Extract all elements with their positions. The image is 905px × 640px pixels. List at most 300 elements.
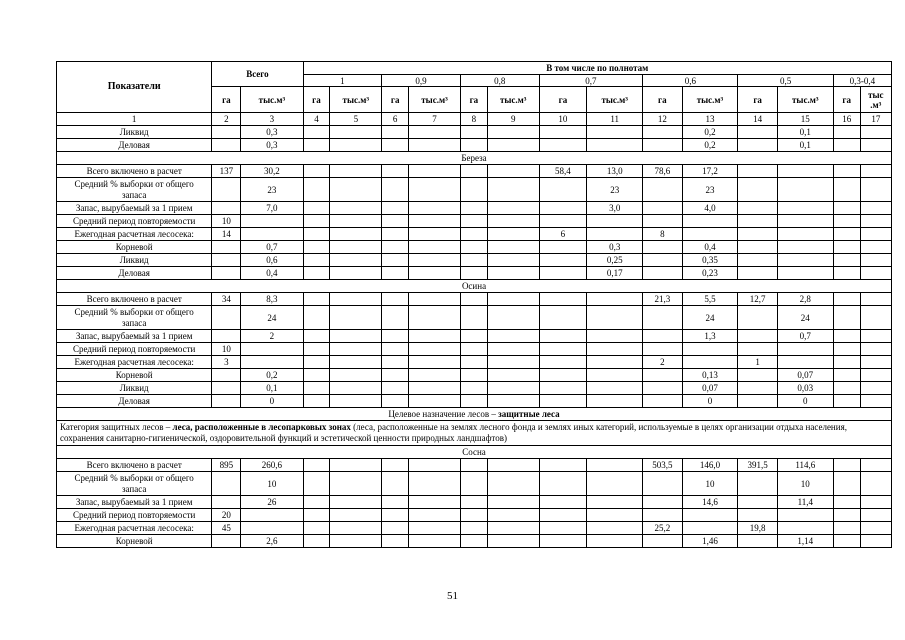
data-cell bbox=[330, 459, 382, 472]
data-cell bbox=[303, 459, 330, 472]
data-cell bbox=[330, 241, 382, 254]
category-cell bbox=[57, 421, 892, 446]
data-cell bbox=[860, 202, 891, 215]
data-cell: 12,7 bbox=[738, 293, 777, 306]
unit-thm3: тыс .м³ bbox=[860, 87, 891, 113]
data-cell bbox=[303, 509, 330, 522]
table-row bbox=[57, 139, 892, 152]
column-number: 10 bbox=[539, 113, 587, 126]
data-cell bbox=[241, 509, 303, 522]
data-cell bbox=[330, 202, 382, 215]
data-cell bbox=[539, 254, 587, 267]
section-row-sosna bbox=[57, 446, 892, 459]
data-cell: 0,03 bbox=[777, 382, 833, 395]
data-cell bbox=[682, 228, 738, 241]
data-cell bbox=[587, 306, 643, 330]
data-cell bbox=[777, 202, 833, 215]
data-cell: 58,4 bbox=[539, 165, 587, 178]
data-cell bbox=[409, 343, 461, 356]
data-cell bbox=[487, 178, 539, 202]
data-cell bbox=[539, 293, 587, 306]
data-cell bbox=[212, 306, 241, 330]
data-cell: 23 bbox=[241, 178, 303, 202]
data-cell bbox=[587, 496, 643, 509]
data-cell bbox=[777, 241, 833, 254]
data-cell: 137 bbox=[212, 165, 241, 178]
data-cell bbox=[738, 254, 777, 267]
data-cell bbox=[382, 178, 409, 202]
data-cell bbox=[382, 126, 409, 139]
data-cell bbox=[539, 267, 587, 280]
data-cell bbox=[643, 267, 682, 280]
data-cell: 0,07 bbox=[777, 369, 833, 382]
data-cell bbox=[382, 472, 409, 496]
data-cell bbox=[487, 343, 539, 356]
data-cell: 0,07 bbox=[682, 382, 738, 395]
data-cell: 19,8 bbox=[738, 522, 777, 535]
data-cell bbox=[587, 139, 643, 152]
header-total: Всего bbox=[212, 62, 303, 87]
data-cell bbox=[738, 178, 777, 202]
data-cell bbox=[860, 535, 891, 548]
data-cell bbox=[212, 472, 241, 496]
data-cell bbox=[330, 472, 382, 496]
data-cell bbox=[643, 139, 682, 152]
data-cell: 34 bbox=[212, 293, 241, 306]
data-cell bbox=[833, 293, 860, 306]
data-cell bbox=[460, 522, 487, 535]
row-label: Средний период повторяемости bbox=[57, 215, 212, 228]
data-cell bbox=[539, 509, 587, 522]
data-cell bbox=[330, 395, 382, 408]
data-cell bbox=[833, 369, 860, 382]
data-cell bbox=[643, 369, 682, 382]
data-cell bbox=[643, 382, 682, 395]
data-cell bbox=[303, 535, 330, 548]
data-cell bbox=[487, 293, 539, 306]
unit-thm3: тыс.м³ bbox=[487, 87, 539, 113]
row-label: Деловая bbox=[57, 267, 212, 280]
data-cell bbox=[460, 472, 487, 496]
data-cell bbox=[833, 178, 860, 202]
data-cell bbox=[487, 330, 539, 343]
data-cell bbox=[860, 293, 891, 306]
data-cell bbox=[303, 330, 330, 343]
data-cell bbox=[241, 522, 303, 535]
data-cell bbox=[539, 330, 587, 343]
data-cell bbox=[409, 215, 461, 228]
table-row bbox=[57, 459, 892, 472]
data-cell bbox=[330, 356, 382, 369]
data-cell bbox=[738, 472, 777, 496]
data-cell bbox=[212, 202, 241, 215]
data-cell bbox=[860, 472, 891, 496]
data-cell bbox=[382, 241, 409, 254]
data-cell: 17,2 bbox=[682, 165, 738, 178]
data-cell bbox=[330, 139, 382, 152]
data-cell bbox=[409, 522, 461, 535]
data-cell bbox=[303, 202, 330, 215]
data-cell bbox=[487, 215, 539, 228]
column-number: 15 bbox=[777, 113, 833, 126]
data-cell: 0,6 bbox=[241, 254, 303, 267]
table-body bbox=[57, 62, 892, 548]
column-number: 7 bbox=[409, 113, 461, 126]
row-label: Ликвид bbox=[57, 382, 212, 395]
data-cell bbox=[643, 178, 682, 202]
row-label: Средний % выборки от общего запаса bbox=[57, 178, 212, 202]
data-cell bbox=[330, 382, 382, 395]
data-cell bbox=[777, 267, 833, 280]
data-cell: 0,23 bbox=[682, 267, 738, 280]
data-cell bbox=[643, 509, 682, 522]
data-cell: 11,4 bbox=[777, 496, 833, 509]
header-by-density: В том числе по полнотам bbox=[303, 62, 892, 75]
column-number: 16 bbox=[833, 113, 860, 126]
data-cell bbox=[587, 382, 643, 395]
data-cell: 1,3 bbox=[682, 330, 738, 343]
data-cell: 5,5 bbox=[682, 293, 738, 306]
data-cell bbox=[382, 369, 409, 382]
data-cell: 0,7 bbox=[241, 241, 303, 254]
data-cell bbox=[303, 356, 330, 369]
data-cell bbox=[409, 241, 461, 254]
data-cell bbox=[643, 496, 682, 509]
data-cell bbox=[777, 215, 833, 228]
table-row bbox=[57, 254, 892, 267]
data-cell bbox=[682, 215, 738, 228]
data-cell bbox=[487, 139, 539, 152]
data-cell: 30,2 bbox=[241, 165, 303, 178]
data-cell bbox=[643, 330, 682, 343]
row-label: Запас, вырубаемый за 1 прием bbox=[57, 496, 212, 509]
data-cell: 0,1 bbox=[777, 139, 833, 152]
data-cell bbox=[643, 395, 682, 408]
data-cell bbox=[587, 509, 643, 522]
table-row bbox=[57, 241, 892, 254]
column-number: 13 bbox=[682, 113, 738, 126]
data-cell bbox=[487, 535, 539, 548]
column-numbers-row bbox=[57, 113, 892, 126]
table-row bbox=[57, 267, 892, 280]
data-cell: 10 bbox=[241, 472, 303, 496]
row-label: Деловая bbox=[57, 395, 212, 408]
data-cell: 8 bbox=[643, 228, 682, 241]
data-cell bbox=[587, 535, 643, 548]
data-cell bbox=[460, 178, 487, 202]
data-cell bbox=[860, 241, 891, 254]
data-cell bbox=[330, 343, 382, 356]
data-cell bbox=[682, 356, 738, 369]
data-cell bbox=[539, 459, 587, 472]
data-cell bbox=[382, 496, 409, 509]
data-cell: 8,3 bbox=[241, 293, 303, 306]
data-cell: 2 bbox=[241, 330, 303, 343]
data-cell bbox=[409, 178, 461, 202]
data-cell bbox=[587, 522, 643, 535]
data-cell bbox=[382, 509, 409, 522]
data-cell bbox=[330, 267, 382, 280]
data-cell: 10 bbox=[777, 472, 833, 496]
data-cell bbox=[487, 369, 539, 382]
data-cell: 0,4 bbox=[682, 241, 738, 254]
purpose-row bbox=[57, 408, 892, 421]
row-label: Средний % выборки от общего запаса bbox=[57, 306, 212, 330]
data-cell bbox=[643, 306, 682, 330]
data-cell: 7,0 bbox=[241, 202, 303, 215]
data-cell bbox=[539, 395, 587, 408]
data-cell bbox=[303, 215, 330, 228]
data-cell bbox=[460, 165, 487, 178]
table-row bbox=[57, 522, 892, 535]
data-cell bbox=[409, 535, 461, 548]
column-number: 6 bbox=[382, 113, 409, 126]
data-cell: 24 bbox=[777, 306, 833, 330]
column-number: 3 bbox=[241, 113, 303, 126]
density-header: 1 bbox=[303, 75, 382, 87]
data-cell bbox=[409, 126, 461, 139]
category-row bbox=[57, 421, 892, 446]
data-cell bbox=[460, 306, 487, 330]
data-cell bbox=[738, 306, 777, 330]
header-row-1 bbox=[57, 62, 892, 75]
data-cell: 24 bbox=[682, 306, 738, 330]
data-cell bbox=[382, 343, 409, 356]
data-cell bbox=[460, 395, 487, 408]
data-cell bbox=[860, 496, 891, 509]
row-label: Средний период повторяемости bbox=[57, 509, 212, 522]
data-cell bbox=[382, 382, 409, 395]
data-cell bbox=[409, 293, 461, 306]
data-cell bbox=[409, 472, 461, 496]
data-cell bbox=[539, 178, 587, 202]
data-cell bbox=[860, 522, 891, 535]
data-cell: 20 bbox=[212, 509, 241, 522]
data-cell bbox=[587, 369, 643, 382]
data-cell bbox=[643, 254, 682, 267]
data-cell bbox=[409, 330, 461, 343]
data-cell bbox=[303, 496, 330, 509]
data-cell bbox=[738, 228, 777, 241]
data-cell bbox=[409, 369, 461, 382]
data-cell bbox=[212, 330, 241, 343]
data-cell bbox=[833, 126, 860, 139]
data-cell bbox=[212, 382, 241, 395]
data-cell bbox=[860, 215, 891, 228]
data-cell: 14 bbox=[212, 228, 241, 241]
row-label: Ежегодная расчетная лесосека: bbox=[57, 228, 212, 241]
data-cell bbox=[460, 126, 487, 139]
data-cell bbox=[539, 382, 587, 395]
data-cell bbox=[833, 395, 860, 408]
data-cell: 4,0 bbox=[682, 202, 738, 215]
data-cell bbox=[587, 228, 643, 241]
unit-ha: га bbox=[303, 87, 330, 113]
data-cell bbox=[860, 330, 891, 343]
data-cell bbox=[833, 254, 860, 267]
category-prefix: Категория защитных лесов – bbox=[60, 422, 173, 432]
data-cell: 13,0 bbox=[587, 165, 643, 178]
data-cell bbox=[738, 395, 777, 408]
data-cell bbox=[460, 254, 487, 267]
data-cell bbox=[212, 241, 241, 254]
density-header: 0,8 bbox=[460, 75, 539, 87]
data-cell bbox=[330, 330, 382, 343]
data-cell bbox=[460, 369, 487, 382]
data-cell bbox=[643, 535, 682, 548]
data-cell: 0,17 bbox=[587, 267, 643, 280]
data-cell bbox=[860, 126, 891, 139]
data-cell bbox=[303, 293, 330, 306]
data-cell bbox=[860, 139, 891, 152]
row-label: Ликвид bbox=[57, 254, 212, 267]
data-cell bbox=[777, 228, 833, 241]
purpose-bold: защитные леса bbox=[498, 409, 560, 419]
unit-thm3: тыс.м³ bbox=[330, 87, 382, 113]
data-cell bbox=[382, 254, 409, 267]
data-cell bbox=[833, 228, 860, 241]
data-cell: 2 bbox=[643, 356, 682, 369]
data-cell: 0,2 bbox=[682, 139, 738, 152]
data-cell bbox=[833, 343, 860, 356]
data-cell bbox=[212, 178, 241, 202]
data-cell bbox=[460, 382, 487, 395]
row-label: Всего включено в расчет bbox=[57, 293, 212, 306]
data-cell bbox=[738, 382, 777, 395]
data-cell bbox=[409, 254, 461, 267]
data-cell: 3 bbox=[212, 356, 241, 369]
data-cell bbox=[738, 215, 777, 228]
unit-ha: га bbox=[460, 87, 487, 113]
data-cell: 0,35 bbox=[682, 254, 738, 267]
data-cell: 24 bbox=[241, 306, 303, 330]
data-cell bbox=[587, 126, 643, 139]
data-cell: 23 bbox=[587, 178, 643, 202]
data-cell bbox=[587, 472, 643, 496]
data-cell bbox=[303, 267, 330, 280]
data-cell bbox=[330, 293, 382, 306]
data-cell bbox=[460, 496, 487, 509]
data-cell bbox=[539, 306, 587, 330]
unit-ha: га bbox=[539, 87, 587, 113]
data-cell bbox=[487, 509, 539, 522]
data-cell bbox=[460, 267, 487, 280]
data-cell bbox=[212, 254, 241, 267]
data-cell: 21,3 bbox=[643, 293, 682, 306]
data-cell bbox=[777, 356, 833, 369]
data-cell bbox=[833, 139, 860, 152]
data-cell: 0,1 bbox=[241, 382, 303, 395]
data-cell bbox=[738, 126, 777, 139]
table-row bbox=[57, 126, 892, 139]
purpose-cell bbox=[57, 408, 892, 421]
data-cell bbox=[303, 382, 330, 395]
data-cell: 78,6 bbox=[643, 165, 682, 178]
data-cell bbox=[382, 395, 409, 408]
data-cell bbox=[738, 202, 777, 215]
data-cell bbox=[738, 267, 777, 280]
table-row bbox=[57, 535, 892, 548]
data-cell: 0,2 bbox=[682, 126, 738, 139]
data-cell bbox=[860, 382, 891, 395]
data-cell bbox=[833, 356, 860, 369]
data-cell bbox=[777, 522, 833, 535]
data-cell bbox=[303, 369, 330, 382]
data-cell bbox=[330, 522, 382, 535]
data-cell bbox=[409, 382, 461, 395]
data-cell bbox=[330, 254, 382, 267]
data-cell: 1 bbox=[738, 356, 777, 369]
data-cell bbox=[539, 343, 587, 356]
table-row bbox=[57, 472, 892, 496]
data-cell bbox=[539, 202, 587, 215]
data-cell bbox=[860, 165, 891, 178]
row-label: Деловая bbox=[57, 139, 212, 152]
data-cell: 26 bbox=[241, 496, 303, 509]
unit-ha: га bbox=[382, 87, 409, 113]
data-cell: 0 bbox=[682, 395, 738, 408]
row-label: Ежегодная расчетная лесосека: bbox=[57, 522, 212, 535]
data-cell: 23 bbox=[682, 178, 738, 202]
data-cell: 0,2 bbox=[241, 369, 303, 382]
data-cell bbox=[330, 535, 382, 548]
data-cell bbox=[330, 369, 382, 382]
unit-thm3: тыс.м³ bbox=[682, 87, 738, 113]
column-number: 8 bbox=[460, 113, 487, 126]
data-cell: 0,13 bbox=[682, 369, 738, 382]
data-cell bbox=[241, 343, 303, 356]
row-label: Корневой bbox=[57, 535, 212, 548]
header-indicators: Показатели bbox=[57, 62, 212, 113]
table-row bbox=[57, 228, 892, 241]
data-cell bbox=[382, 202, 409, 215]
data-cell bbox=[833, 215, 860, 228]
data-cell bbox=[860, 356, 891, 369]
data-cell bbox=[330, 306, 382, 330]
data-cell bbox=[860, 178, 891, 202]
data-cell bbox=[833, 306, 860, 330]
data-cell bbox=[738, 343, 777, 356]
density-header: 0,3-0,4 bbox=[833, 75, 891, 87]
data-cell bbox=[643, 202, 682, 215]
density-header: 0,7 bbox=[539, 75, 643, 87]
data-cell bbox=[460, 356, 487, 369]
data-cell: 0,1 bbox=[777, 126, 833, 139]
data-cell bbox=[833, 382, 860, 395]
data-cell bbox=[241, 356, 303, 369]
section-row-osina bbox=[57, 280, 892, 293]
data-cell: 2,8 bbox=[777, 293, 833, 306]
data-cell bbox=[382, 139, 409, 152]
unit-ha: га bbox=[643, 87, 682, 113]
data-cell bbox=[212, 535, 241, 548]
data-cell bbox=[460, 139, 487, 152]
data-cell bbox=[409, 267, 461, 280]
data-cell bbox=[682, 509, 738, 522]
data-cell bbox=[460, 535, 487, 548]
data-cell bbox=[487, 496, 539, 509]
data-cell bbox=[777, 509, 833, 522]
column-number: 4 bbox=[303, 113, 330, 126]
data-cell bbox=[460, 293, 487, 306]
data-cell bbox=[303, 241, 330, 254]
data-cell bbox=[330, 496, 382, 509]
data-cell bbox=[738, 496, 777, 509]
column-number: 17 bbox=[860, 113, 891, 126]
data-cell bbox=[487, 382, 539, 395]
data-cell bbox=[643, 126, 682, 139]
category-bold: леса, расположенные в лесопарковых зонах bbox=[172, 422, 351, 432]
